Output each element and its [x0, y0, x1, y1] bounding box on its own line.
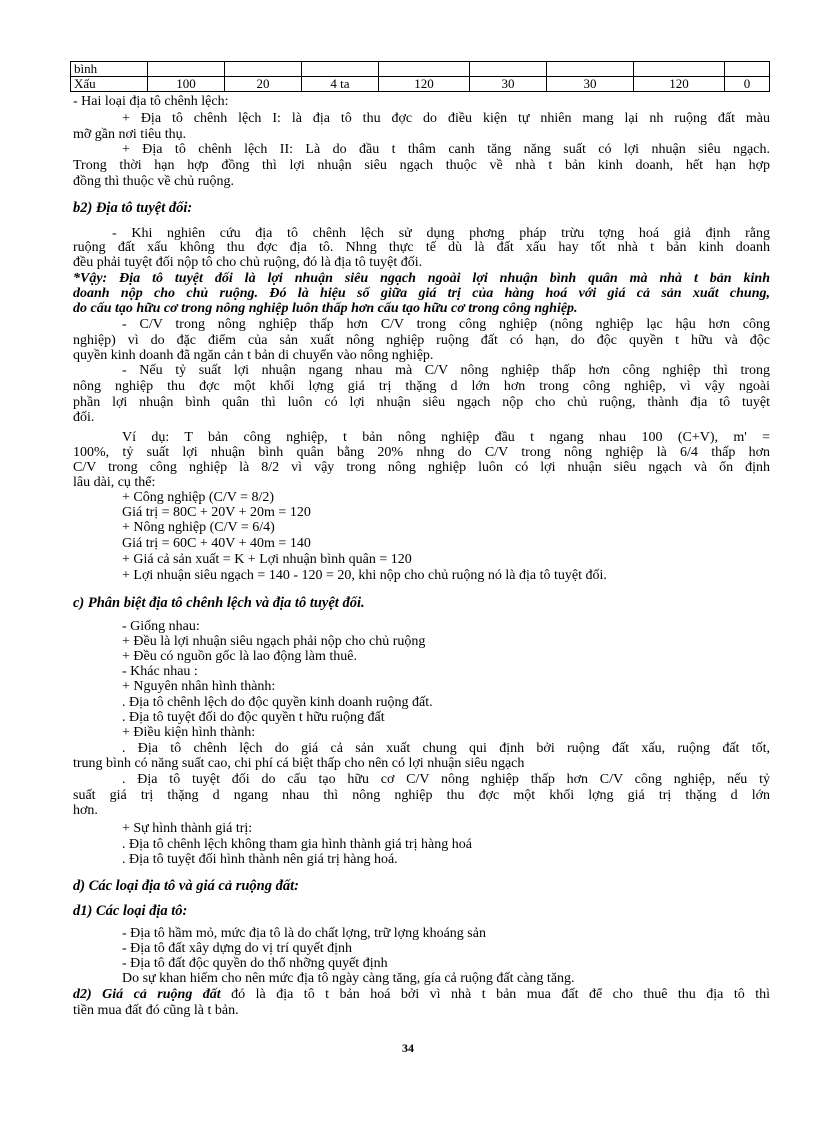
text-line: . Địa tô tuyệt đối hình thành nên giá trị hàng hoá.	[122, 852, 398, 867]
text-line: + Công nghiệp (C/V = 8/2)	[122, 490, 275, 505]
table-cell: 30	[470, 77, 547, 92]
text-line: - Khi nghiên cứu địa tô chênh lệch sử dụng phơng pháp trừu tợng hoá giả định rằng	[112, 226, 770, 241]
section-heading-d2: d2) Giá cả ruộng đất	[73, 987, 221, 1002]
table-cell	[634, 62, 725, 77]
section-heading-d1: d1) Các loại địa tô:	[73, 903, 188, 919]
text-line: đồng thì thuộc về chủ ruộng.	[73, 174, 234, 189]
table-cell	[547, 62, 634, 77]
table-cell	[379, 62, 470, 77]
text-line: nghiệp) vì do đặc điểm của sản xuất nông nghiệp ruộng đất có hạn, do độc quyền t hữu và độc	[73, 333, 770, 348]
text-line: suất giá trị thặng d ngang nhau thì nông nghiệp thu đợc một khối lợng giá trị thặng d lớn	[73, 788, 770, 803]
text-line: - Địa tô hầm mỏ, mức địa tô là do chất lợng, trữ lợng khoáng sản	[122, 926, 486, 941]
text-line: - Nếu tỷ suất lợi nhuận ngang nhau mà C/V nông nghiệp thấp hơn công nghiệp thì trong	[122, 363, 770, 378]
text-line: trung bình có năng suất cao, chi phí cá biệt thấp cho nên có lợi nhuận siêu ngạch	[73, 756, 525, 771]
section-heading-d: d) Các loại địa tô và giá cả ruộng đất:	[73, 878, 299, 894]
text-line: + Giá cả sản xuất = K + Lợi nhuận bình quân = 120	[122, 552, 412, 567]
text-line: + Điều kiện hình thành:	[122, 725, 256, 740]
text-line: ruộng đất xấu không thu đợc địa tô. Nhng thực tế dù là đất xấu hay tốt nhà t bản kinh doanh	[73, 240, 770, 255]
table-cell: 30	[547, 77, 634, 92]
text-line: phần lợi nhuận bình quân thì luôn có lợi nhuận siêu ngạch nộp cho chủ ruộng, thành địa tô tuyệt	[73, 395, 770, 410]
table-cell: 100	[148, 77, 225, 92]
text-line: - Địa tô đất độc quyền do thổ nhỡng quyết định	[122, 956, 388, 971]
text-line: Giá trị = 80C + 20V + 20m = 120	[122, 505, 311, 520]
text-line: C/V trong công nghiệp là 8/2 vì vậy trong nông nghiệp luôn có lợi nhuận siêu ngạch và ổn định	[73, 460, 770, 475]
page-number: 34	[402, 1041, 414, 1055]
emphasis-line: do cấu tạo hữu cơ trong nông nghiệp luôn thấp hơn cấu tạo hữu cơ trong công nghiệp.	[73, 301, 578, 316]
text-line: tiền mua đất đó cũng là t bản.	[73, 1003, 239, 1018]
text-line: nông nghiệp thu đợc một khối lợng giá trị thặng d lớn hơn trong công nghiệp, vì vậy ngoài	[73, 379, 770, 394]
text-line: - C/V trong nông nghiệp thấp hơn C/V trong công nghiệp (nông nghiệp lạc hậu hơn công	[122, 317, 770, 332]
emphasis-line: *Vậy: Địa tô tuyệt đối là lợi nhuận siêu ngạch ngoài lợi nhuận bình quân mà nhà t bản kinh	[73, 271, 770, 286]
text-line: . Địa tô chênh lệch do giá cả sản xuất chung qui định bởi ruộng đất xấu, ruộng đất tốt,	[122, 741, 770, 756]
text-line: hơn.	[73, 803, 98, 818]
text-line: + Đều là lợi nhuận siêu ngạch phải nộp cho chủ ruộng	[122, 634, 426, 649]
text-line: . Địa tô chênh lệch không tham gia hình thành giá trị hàng hoá	[122, 837, 472, 852]
section-heading-c: c) Phân biệt địa tô chênh lệch và địa tô tuyệt đối.	[73, 595, 365, 611]
text-line: - Địa tô đất xây dựng do vị trí quyết định	[122, 941, 352, 956]
text-line: đối.	[73, 410, 95, 425]
text-line: + Đều có nguồn gốc là lao động làm thuê.	[122, 649, 357, 664]
text-line: - Hai loại địa tô chênh lệch:	[73, 94, 229, 109]
text-line: lâu dài, cụ thể:	[73, 475, 156, 490]
text-line: Giá trị = 60C + 40V + 40m = 140	[122, 536, 311, 551]
table-row	[71, 77, 770, 92]
table-cell: 4 ta	[302, 77, 379, 92]
text-line	[73, 988, 770, 1002]
text-line: . Địa tô chênh lệch do độc quyền kinh doanh ruộng đất.	[122, 695, 433, 710]
text-line: - Khác nhau :	[122, 664, 198, 679]
text-line: . Địa tô tuyệt đối do cấu tạo hữu cơ C/V nông nghiệp thấp hơn C/V công nghiệp, nếu tỷ	[122, 772, 770, 787]
table-cell: 120	[379, 77, 470, 92]
text-span: đó là địa tô t bản hoá bởi vì nhà t bản mua đất để cho thuê thu địa tô thì	[231, 987, 770, 1002]
table-cell	[148, 62, 225, 77]
table-cell: Xấu	[71, 77, 148, 92]
text-line: + Nông nghiệp (C/V = 6/4)	[122, 520, 275, 535]
table-cell	[725, 62, 770, 77]
text-line: + Địa tô chênh lệch II: Là do đầu t thâm canh tăng năng suất có lợi nhuận siêu ngạch.	[122, 142, 770, 157]
table-row	[71, 62, 770, 77]
text-line: . Địa tô tuyệt đối do độc quyền t hữu ruộng đất	[122, 710, 385, 725]
text-line: + Sự hình thành giá trị:	[122, 821, 253, 836]
table-cell	[470, 62, 547, 77]
table-cell: 20	[225, 77, 302, 92]
text-line: Trong thời hạn hợp đồng thì lợi nhuận siêu ngạch thuộc về nhà t bản kinh doanh, hết hạn hợp	[73, 158, 770, 173]
table-cell	[302, 62, 379, 77]
text-line: quyền kinh doanh đã ngăn cản t bản di chuyển vào nông nghiệp.	[73, 348, 434, 363]
text-line: đều phải tuyệt đối nộp tô cho chủ ruộng, đó là địa tô tuyệt đối.	[73, 255, 423, 270]
table-cell	[225, 62, 302, 77]
text-line: Do sự khan hiếm cho nên mức địa tô ngày càng tăng, gía cả ruộng đất càng tăng.	[122, 971, 575, 986]
text-line: + Lợi nhuận siêu ngạch = 140 - 120 = 20, khi nộp cho chủ ruộng nó là địa tô tuyệt đối.	[122, 568, 607, 583]
section-heading-b2: b2) Địa tô tuyệt đối:	[73, 200, 193, 216]
text-line: + Địa tô chênh lệch I: là địa tô thu đợc do điều kiện tự nhiên mang lại nh ruộng đất màu	[122, 111, 770, 126]
table-cell: 0	[725, 77, 770, 92]
emphasis-line: doanh nộp cho chủ ruộng. Đó là hiệu số giữa giá trị của hàng hoá với giá cả sản xuất chung,	[73, 286, 770, 301]
text-line: mỡ gần nơi tiêu thụ.	[73, 127, 187, 142]
text-line: + Nguyên nhân hình thành:	[122, 679, 276, 694]
text-line: - Giống nhau:	[122, 619, 200, 634]
text-line: Ví dụ: T bản công nghiệp, t bản nông nghiệp đầu t ngang nhau 100 (C+V), m' =	[122, 430, 770, 445]
rent-table	[70, 61, 770, 92]
table-cell: bình	[71, 62, 148, 77]
table-cell: 120	[634, 77, 725, 92]
text-line: 100%, tỷ suất lợi nhuận bình quân bằng 20% nhng do C/V trong nông nghiệp là 6/4 thấp hơn	[73, 445, 770, 460]
